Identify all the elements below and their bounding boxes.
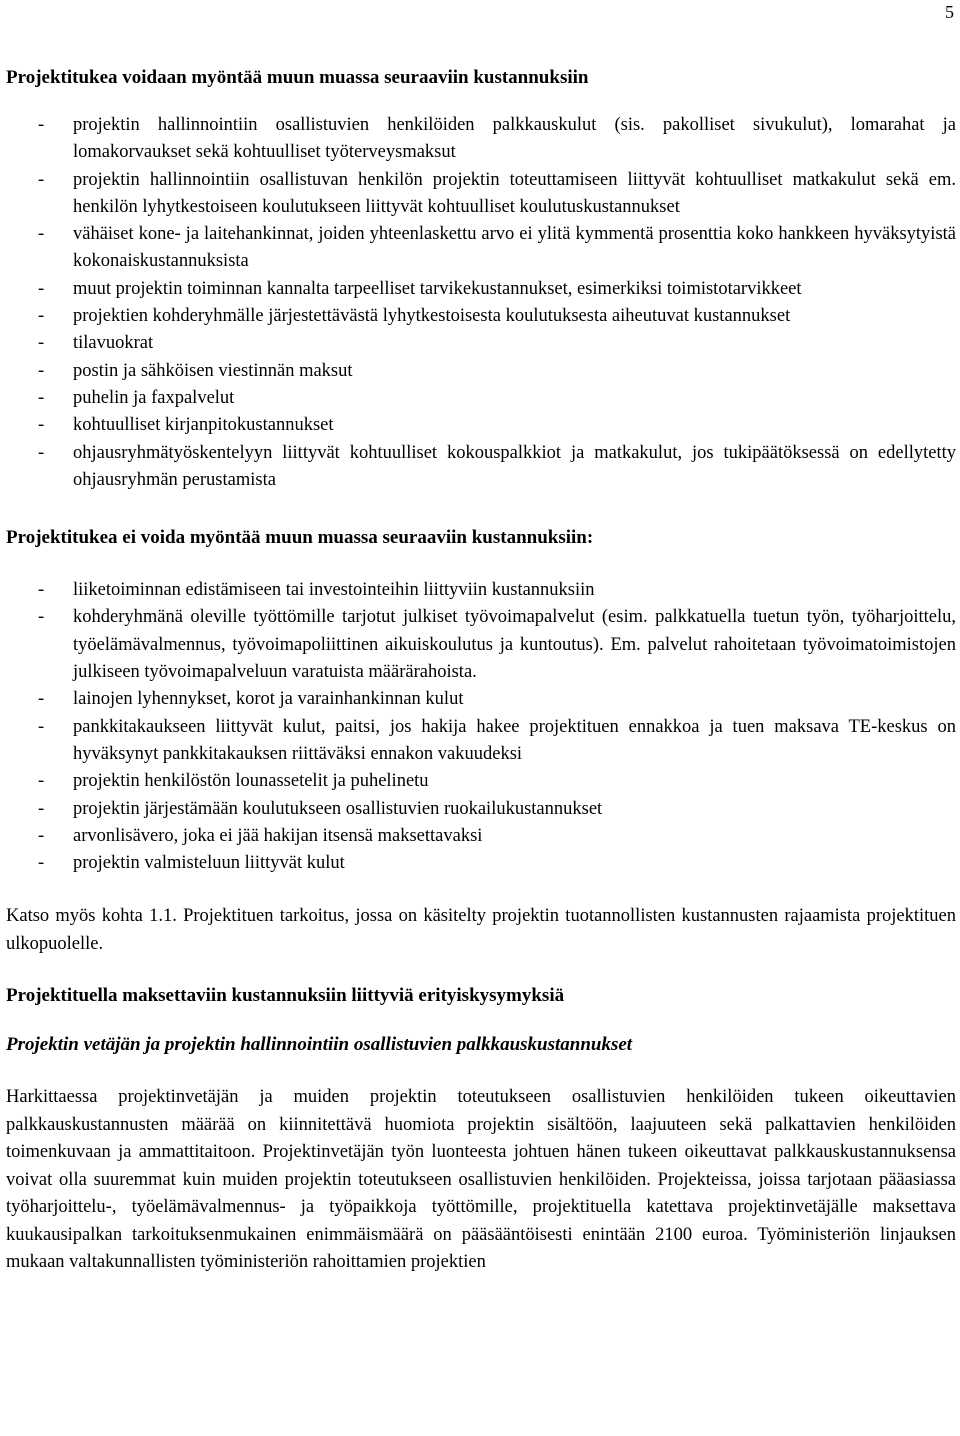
excluded-costs-list xyxy=(6,577,956,877)
list-item: - kohtuulliset kirjanpitokustannukset xyxy=(38,415,334,436)
list-item: - puhelin ja faxpalvelut xyxy=(38,387,235,408)
list-item: - arvonlisävero, joka ei jää hakijan itsensä maksettavaksi xyxy=(38,825,483,846)
page-number: 5 xyxy=(945,2,954,22)
document-body xyxy=(6,0,956,1277)
list-item: - postin ja sähköisen viestinnän maksut xyxy=(38,360,353,381)
list-item: - projektin valmisteluun liittyvät kulut xyxy=(38,853,345,874)
list-item: - pankkitakaukseen liittyvät kulut, paitsi, jos hakija hakee projektituen ennakkoa ja tuen maksava TE-keskus on hyväksynyt pankkitakauksen riittäväksi ennakon vakuudeksi xyxy=(38,716,956,764)
allowed-costs-list xyxy=(6,112,956,494)
subsection-heading-salary-costs: Projektin vetäjän ja projektin hallinnointiin osallistuvien palkkauskustannukset xyxy=(6,1034,633,1056)
list-item: - liiketoiminnan edistämiseen tai investointeihin liittyviin kustannuksiin xyxy=(38,580,595,601)
see-also-paragraph: Katso myös kohta 1.1. Projektituen tarkoitus, jossa on käsitelty projektin tuotannollisten kustannusten rajaamista projektituen ulkopuolelle. xyxy=(6,906,956,954)
list-item: - kohderyhmänä oleville työttömille tarjotut julkiset työvoimapalvelut (esim. palkkatuella tuetun työn, työharjoittelu, työelämävalmennus, työvoimapoliittinen aikuiskoulutus ja kuntoutus). Em. palvelut rahoitetaan työvoimatoimistojen julkiseen työvoimapalveluun varatuista määrärahoista. xyxy=(38,607,956,683)
list-item: - tilavuokrat xyxy=(38,333,154,354)
list-item: - projektin hallinnointiin osallistuvan henkilön projektin toteuttamiseen liittyvät kohtuulliset matkakulut sekä em. henkilön lyhytkestoiseen koulutukseen liittyvät kohtuulliset koulutuskustannukset xyxy=(38,169,956,217)
section-heading-excluded-costs: Projektitukea ei voida myöntää muun muassa seuraaviin kustannuksiin: xyxy=(6,527,594,549)
list-item: - vähäiset kone- ja laitehankinnat, joiden yhteenlaskettu arvo ei ylitä kymmentä prosenttia koko hankkeen hyväksytyistä kokonaiskustannuksista xyxy=(38,224,956,272)
list-item: - projektin henkilöstön lounassetelit ja puhelinetu xyxy=(38,771,429,792)
salary-costs-paragraph: Harkittaessa projektinvetäjän ja muiden projektin toteutukseen osallistuvien henkilöiden tukeen oikeuttavien palkkauskustannusten määrää on kiinnitettävä huomiota projektin sisältöön, laajuuteen sekä palkattavien henkilöiden toimenkuvaan ja ammattitaitoon. Projektinvetäjän työn luonteesta johtuen hänen tukeen oikeuttavat palkkauskustannuksensa voivat olla suuremmat kuin muiden projektin toteutukseen osallistuvien henkilöiden. Projekteissa, joissa tarjotaan pääasiassa työharjoittelu-, työelämävalmennus- ja työpaikkoja työttömille, projektituella katettava projektinvetäjälle maksettava kuukausipalkan tarkoituksenmukainen enimmäismäärä on pääsääntöisesti enintään 2100 euroa. Työministeriön linjauksen mukaan valtakunnallisten työministeriön rahoittamien projektien xyxy=(6,1087,956,1273)
section-heading-special-questions: Projektituella maksettaviin kustannuksiin liittyviä erityiskysymyksiä xyxy=(6,985,565,1007)
section-heading-allowed-costs: Projektitukea voidaan myöntää muun muassa seuraaviin kustannuksiin xyxy=(6,67,589,88)
list-item: - lainojen lyhennykset, korot ja varainhankinnan kulut xyxy=(38,689,464,710)
list-item: - projektin hallinnointiin osallistuvien henkilöiden palkkauskulut (sis. pakolliset sivukulut), lomarahat ja lomakorvaukset sekä kohtuulliset työterveysmaksut xyxy=(38,115,956,163)
list-item: - muut projektin toiminnan kannalta tarpeelliset tarvikekustannukset, esimerkiksi toimistotarvikkeet xyxy=(38,278,802,299)
list-item: - ohjausryhmätyöskentelyyn liittyvät kohtuulliset kokouspalkkiot ja matkakulut, jos tukipäätöksessä on edellytetty ohjausryhmän perustamista xyxy=(38,442,956,490)
list-item: - projektien kohderyhmälle järjestettävästä lyhytkestoisesta koulutuksesta aiheutuvat kustannukset xyxy=(38,306,791,327)
list-item: - projektin järjestämään koulutukseen osallistuvien ruokailukustannukset xyxy=(38,798,603,819)
